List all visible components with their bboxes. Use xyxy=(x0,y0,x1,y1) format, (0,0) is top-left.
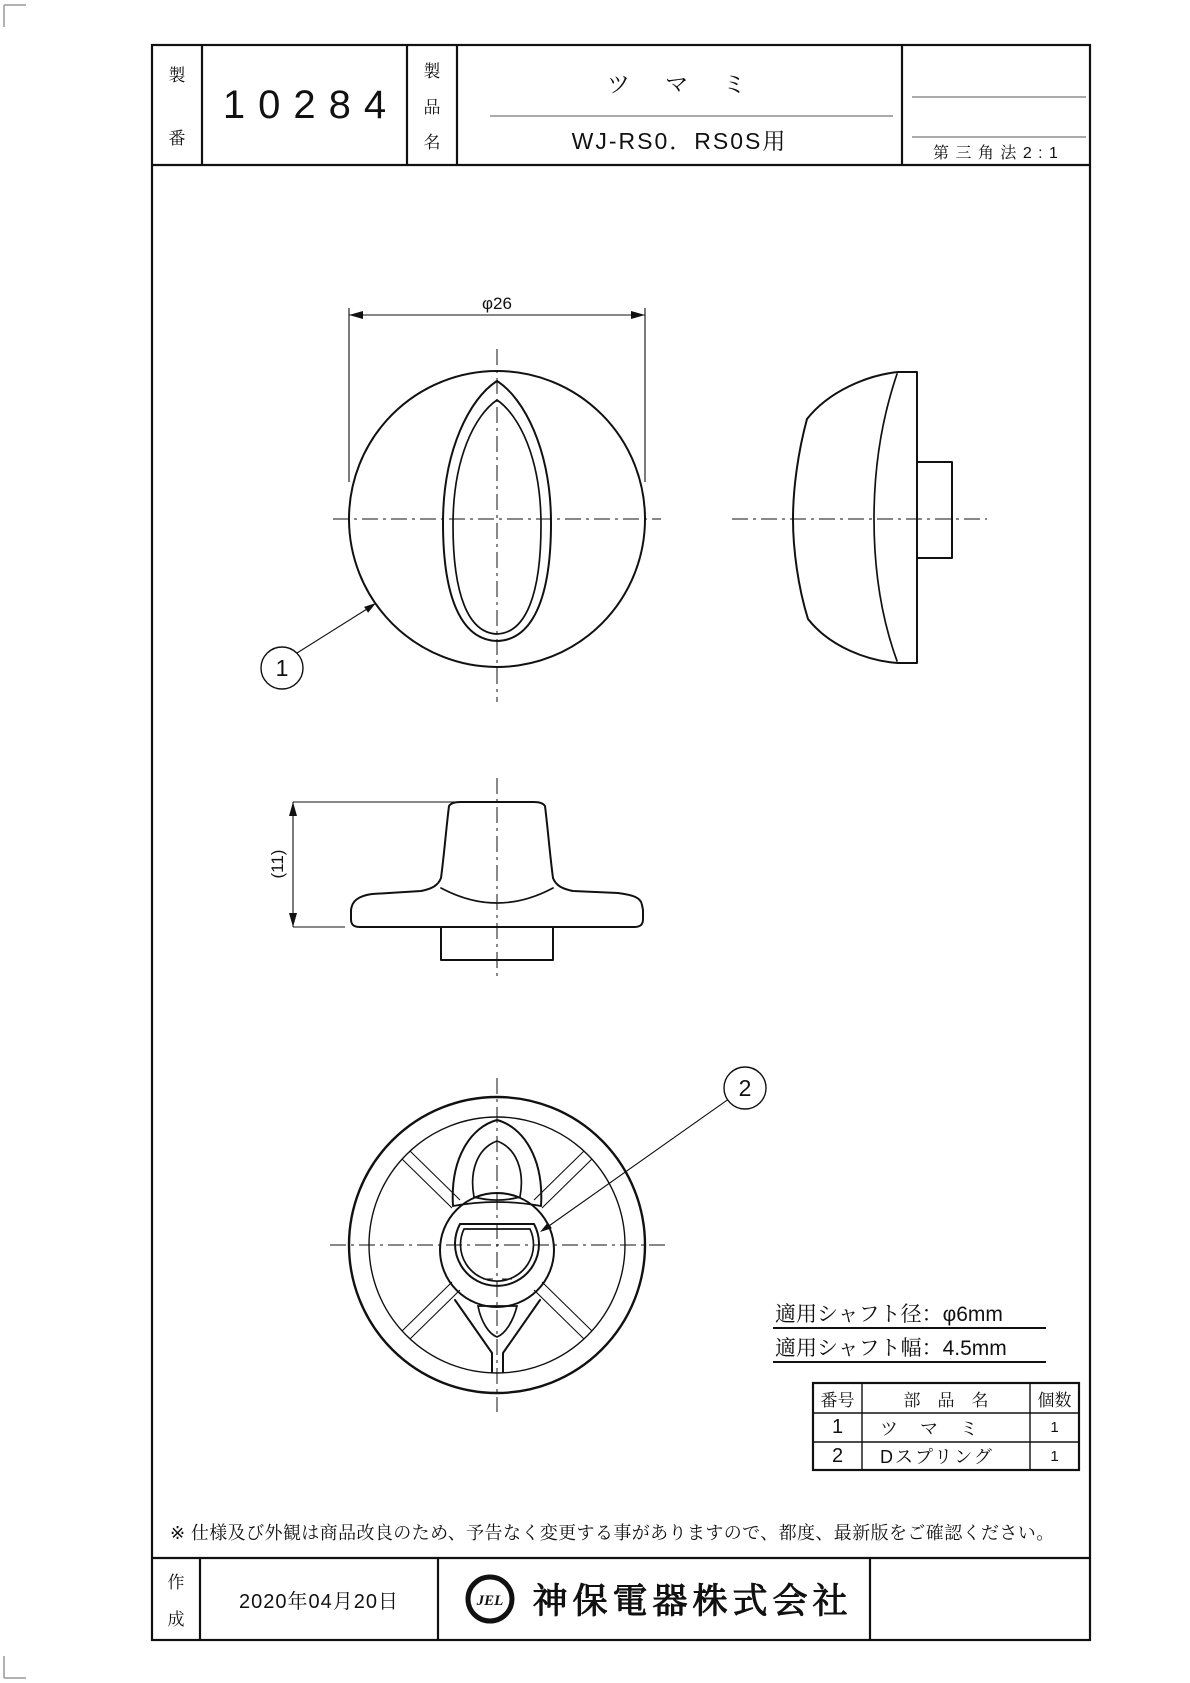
dim-height-label: (11) xyxy=(268,849,287,879)
serial-number-label xyxy=(152,45,202,165)
part-row-name: ツ マ ミ xyxy=(880,1418,980,1439)
parts-col-number-header: 番号 xyxy=(820,1390,855,1410)
note-shaft-width: 適用シャフト幅：4.5mm xyxy=(773,1332,1046,1363)
side-view xyxy=(732,372,987,663)
creation-date: 2020年04月20日 xyxy=(239,1590,399,1613)
dim-diameter-label: φ26 xyxy=(482,294,512,313)
created-label-char: 作 xyxy=(167,1573,185,1592)
scale-cell-field-lines xyxy=(912,97,1086,137)
dimension-height xyxy=(268,802,475,927)
name-label-char: 品 xyxy=(423,97,441,117)
created-label xyxy=(152,1558,200,1640)
part-row-number: 2 xyxy=(831,1444,844,1467)
revision-footnote: ※ 仕様及び外観は商品改良のため、予告なく変更する事がありますので、都度、最新版をご確認ください。 xyxy=(170,1523,1055,1543)
name-label-char: 製 xyxy=(423,62,441,81)
parts-col-qty-header: 個数 xyxy=(1037,1390,1072,1410)
note-shaft-diameter: 適用シャフト径：φ6mm xyxy=(773,1298,1046,1329)
shaft-boss xyxy=(917,462,952,558)
projection-scale: 第 三 角 法 2 : 1 xyxy=(933,144,1059,162)
created-label-char: 成 xyxy=(167,1610,185,1629)
balloon-1 xyxy=(261,603,376,689)
balloon-2 xyxy=(540,1067,766,1232)
product-model: WJ-RS0．RS0S用 xyxy=(571,127,788,154)
part-row-name: Dスプリング xyxy=(880,1447,994,1467)
part-row-qty: 1 xyxy=(1050,1419,1059,1436)
part-row-number: 1 xyxy=(831,1416,844,1438)
serial-label-char: 製 xyxy=(168,66,186,85)
company-logo-text: JEL xyxy=(476,1593,504,1609)
company-logo-icon xyxy=(468,1577,512,1621)
front-view xyxy=(333,349,661,702)
parts-col-name-header: 部 品 名 xyxy=(903,1390,989,1410)
company-name: 神保電器株式会社 xyxy=(532,1582,853,1621)
back-centerlines xyxy=(330,1078,665,1412)
elevation-view xyxy=(351,778,643,978)
product-name-label xyxy=(407,45,457,165)
serial-label-char: 番 xyxy=(168,129,186,148)
serial-number: 10284 xyxy=(222,82,400,127)
front-centerlines xyxy=(333,349,661,702)
flange-face-edge xyxy=(874,374,897,661)
balloon-1-label: 1 xyxy=(275,655,289,681)
name-label-char: 名 xyxy=(423,133,441,152)
corner-marks xyxy=(4,5,26,1678)
part-row-qty: 1 xyxy=(1050,1447,1059,1465)
product-name: ツ マ ミ xyxy=(607,70,752,97)
balloon-2-label: 2 xyxy=(738,1075,752,1101)
back-view xyxy=(330,1078,665,1412)
parts-table xyxy=(813,1383,1079,1470)
